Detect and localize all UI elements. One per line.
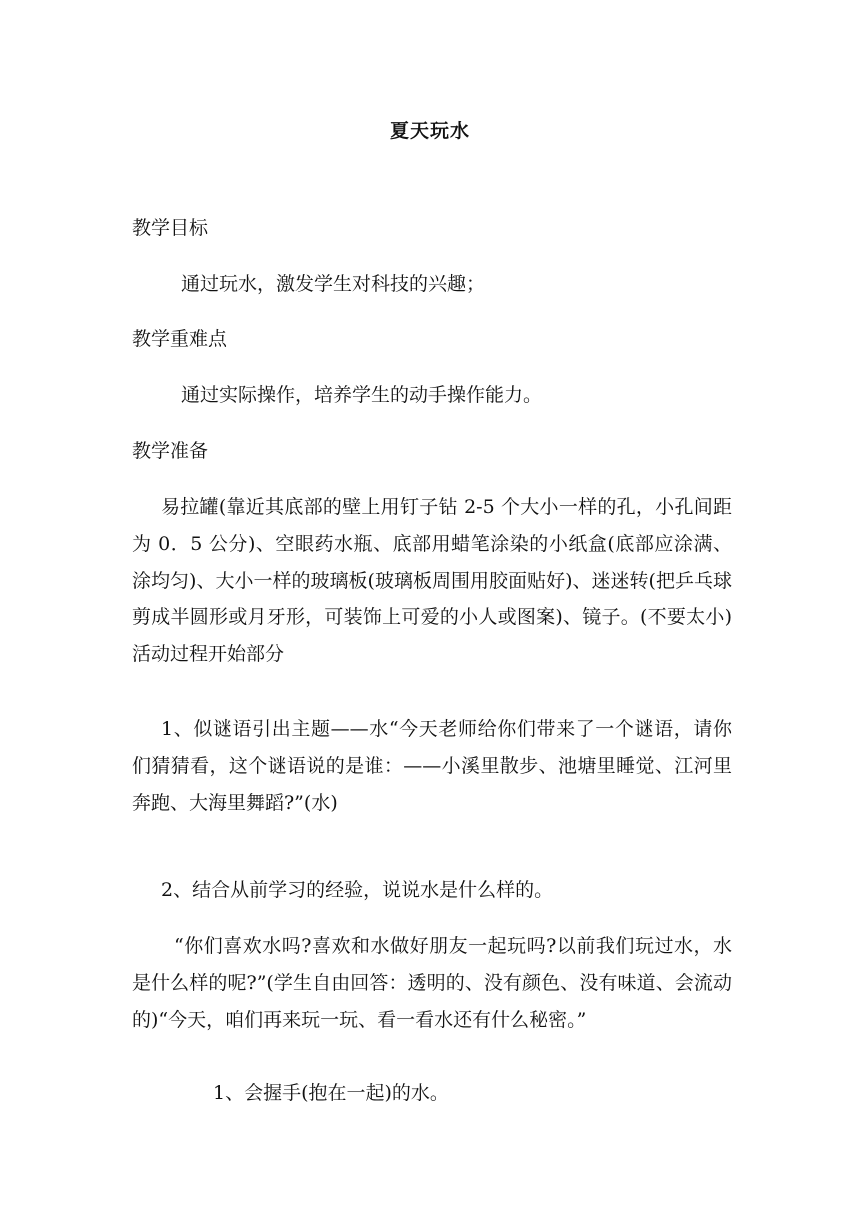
prep-paragraph: 易拉罐(靠近其底部的壁上用钉子钻 2-5 个大小一样的孔，小孔间距为 0．5 公分)、空眼药水瓶、底部用蜡笔涂染的小纸盒(底部应涂满、涂均匀)、大小一样的玻璃板(玻璃板周围用胶面贴好)、迷迷转(把乒乓球剪成半圆形或月牙形，可装饰上可爱的小人或图案)、镜子。(不要太小)活动过程开始部分 (132, 496, 732, 666)
document-title: 夏天玩水 (389, 120, 470, 142)
step2-text: 2、结合从前学习的经验，说说水是什么样的。 (161, 879, 554, 901)
quote-paragraph: “你们喜欢水吗?喜欢和水做好朋友一起玩吗?以前我们玩过水，水是什么样的呢?”(学生自由回答：透明的、没有颜色、没有味道、会流动的)“今天，咱们再来玩一玩、看一看水还有什么秘密。” (132, 935, 732, 1031)
key-text: 通过实际操作，培养学生的动手操作能力。 (181, 384, 543, 406)
goal-heading: 教学目标 (132, 217, 209, 239)
goal-text: 通过玩水，激发学生对科技的兴趣； (181, 273, 486, 295)
sub1-text: 1、会握手(抱在一起)的水。 (213, 1082, 449, 1104)
step1-paragraph: 1、似谜语引出主题——水“今天老师给你们带来了一个谜语，请你们猜猜看，这个谜语说的是谁：——小溪里散步、池塘里睡觉、江河里奔跑、大海里舞蹈?”(水) (132, 718, 732, 814)
prep-heading: 教学准备 (132, 440, 209, 462)
key-heading: 教学重难点 (132, 328, 228, 350)
